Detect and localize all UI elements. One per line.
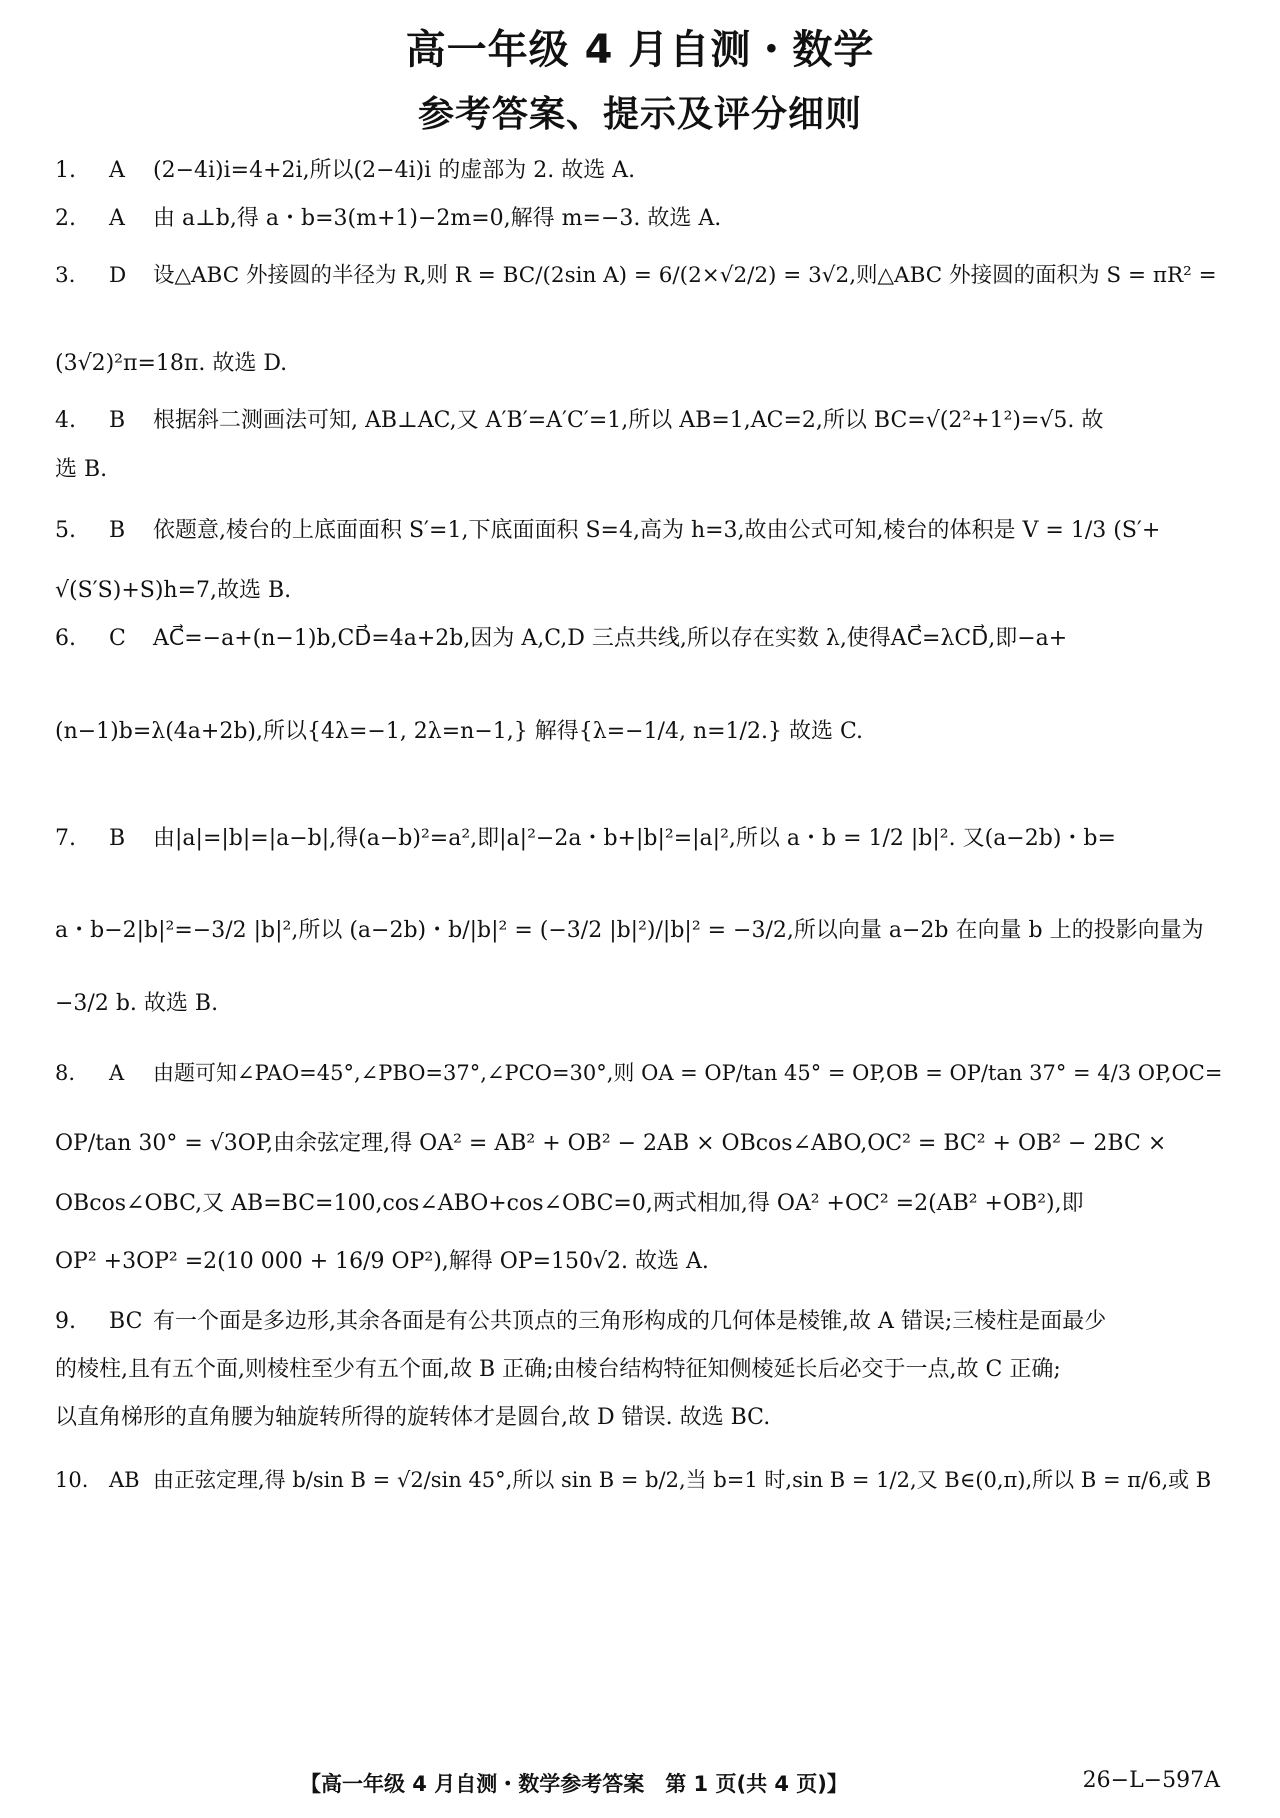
answer-item-8 <box>55 1060 1225 1087</box>
item-text: 以直角梯形的直角腰为轴旋转所得的旋转体才是圆台,故 D 错误. 故选 BC. <box>55 1405 771 1430</box>
item-text: AC⃗=−a+(n−1)b,CD⃗=4a+2b,因为 A,C,D 三点共线,所以存在实数 λ,使得AC⃗=λCD⃗,即−a+ <box>153 626 1068 651</box>
item-text: OBcos∠OBC,又 AB=BC=100,cos∠ABO+cos∠OBC=0,两式相加,得 OA² +OC² =2(AB² +OB²),即 <box>55 1191 1084 1216</box>
page-subtitle: 参考答案、提示及评分细则 <box>417 94 862 135</box>
page-title: 高一年级 4 月自测・数学 <box>405 27 875 73</box>
item-answer: B <box>109 518 126 543</box>
item-number: 10. <box>55 1468 89 1492</box>
answer-item-6-line-2 <box>55 718 1225 747</box>
item-text: 由|a|=|b|=|a−b|,得(a−b)²=a²,即|a|²−2a・b+|b|²=|a|²,所以 a・b = 1/2 |b|². 又(a−2b)・b= <box>153 826 1116 851</box>
item-answer: A <box>109 158 125 183</box>
item-number: 7. <box>55 826 76 851</box>
answer-item-10 <box>55 1467 1225 1494</box>
item-text: (n−1)b=λ(4a+2b),所以{4λ=−1, 2λ=n−1,} 解得{λ=−1/4, n=1/2.} 故选 C. <box>55 719 863 744</box>
answer-item-3 <box>55 262 1225 290</box>
item-text: (2−4i)i=4+2i,所以(2−4i)i 的虚部为 2. 故选 A. <box>153 158 636 183</box>
answer-item-4 <box>55 407 1225 436</box>
item-number: 9. <box>55 1309 76 1334</box>
answer-item-9-line-2 <box>55 1356 1225 1385</box>
item-number: 2. <box>55 206 76 231</box>
item-number: 8. <box>55 1061 76 1085</box>
answer-item-8-line-2 <box>55 1130 1225 1159</box>
answer-item-6 <box>55 625 1225 654</box>
item-answer: A <box>109 206 125 231</box>
answer-item-7 <box>55 825 1225 854</box>
footer-doc-code: 26−L−597A <box>1082 1768 1220 1793</box>
answer-item-3-line-2 <box>55 350 1225 379</box>
item-answer: B <box>109 826 126 851</box>
item-text: √(S′S)+S)h=7,故选 B. <box>55 578 292 603</box>
item-text: OP/tan 30° = √3OP,由余弦定理,得 OA² = AB² + OB² − 2AB × OBcos∠ABO,OC² = BC² + OB² − 2BC × <box>55 1131 1167 1156</box>
item-text: 由 a⊥b,得 a・b=3(m+1)−2m=0,解得 m=−3. 故选 A. <box>153 206 722 231</box>
item-text: 的棱柱,且有五个面,则棱柱至少有五个面,故 B 正确;由棱台结构特征知侧棱延长后必交于一点,故 C 正确; <box>55 1357 1061 1382</box>
item-text: a・b−2|b|²=−3/2 |b|²,所以 (a−2b)・b/|b|² = (−3/2 |b|²)/|b|² = −3/2,所以向量 a−2b 在向量 b 上的投影向量为 <box>55 918 1204 943</box>
item-number: 5. <box>55 518 76 543</box>
item-number: 4. <box>55 408 76 433</box>
item-text: OP² +3OP² =2(10 000 + 16/9 OP²),解得 OP=150√2. 故选 A. <box>55 1249 709 1274</box>
item-text: 设△ABC 外接圆的半径为 R,则 R = BC/(2sin A) = 6/(2×√2/2) = 3√2,则△ABC 外接圆的面积为 S = πR² = <box>153 263 1217 288</box>
answer-item-4-line-2 <box>55 456 1225 485</box>
item-answer: A <box>109 1061 125 1085</box>
answer-item-2 <box>55 205 1225 234</box>
item-text: (3√2)²π=18π. 故选 D. <box>55 351 288 376</box>
item-text: 由正弦定理,得 b/sin B = √2/sin 45°,所以 sin B = b/2,当 b=1 时,sin B = 1/2,又 B∈(0,π),所以 B = π/6,或 B <box>153 1468 1212 1492</box>
answer-item-8-line-3 <box>55 1190 1225 1219</box>
answer-item-5 <box>55 517 1225 546</box>
item-number: 3. <box>55 263 76 288</box>
item-text: 有一个面是多边形,其余各面是有公共顶点的三角形构成的几何体是棱锥,故 A 错误;三棱柱是面最少 <box>153 1309 1107 1334</box>
answer-item-7-line-2 <box>55 917 1225 946</box>
answer-item-9-line-3 <box>55 1404 1225 1433</box>
item-number: 6. <box>55 626 76 651</box>
item-answer: D <box>109 263 127 288</box>
answer-item-5-line-2 <box>55 577 1225 606</box>
footer-page-info: 【高一年级 4 月自测・数学参考答案 第 1 页(共 4 页)】 <box>300 1772 848 1796</box>
item-answer: BC <box>109 1309 143 1334</box>
item-number: 1. <box>55 158 76 183</box>
item-text: 根据斜二测画法可知, AB⊥AC,又 A′B′=A′C′=1,所以 AB=1,AC=2,所以 BC=√(2²+1²)=√5. 故 <box>153 408 1104 433</box>
item-text: −3/2 b. 故选 B. <box>55 991 219 1016</box>
answer-item-8-line-4 <box>55 1248 1225 1277</box>
item-answer: B <box>109 408 126 433</box>
answer-item-7-line-3 <box>55 990 1225 1019</box>
answer-item-9 <box>55 1308 1225 1337</box>
item-text: 依题意,棱台的上底面面积 S′=1,下底面面积 S=4,高为 h=3,故由公式可知,棱台的体积是 V = 1/3 (S′+ <box>153 518 1161 543</box>
item-answer: AB <box>109 1468 140 1492</box>
item-answer: C <box>109 626 126 651</box>
item-text: 选 B. <box>55 457 108 482</box>
item-text: 由题可知∠PAO=45°,∠PBO=37°,∠PCO=30°,则 OA = OP/tan 45° = OP,OB = OP/tan 37° = 4/3 OP,OC= <box>153 1061 1223 1085</box>
answer-item-1 <box>55 157 1225 186</box>
